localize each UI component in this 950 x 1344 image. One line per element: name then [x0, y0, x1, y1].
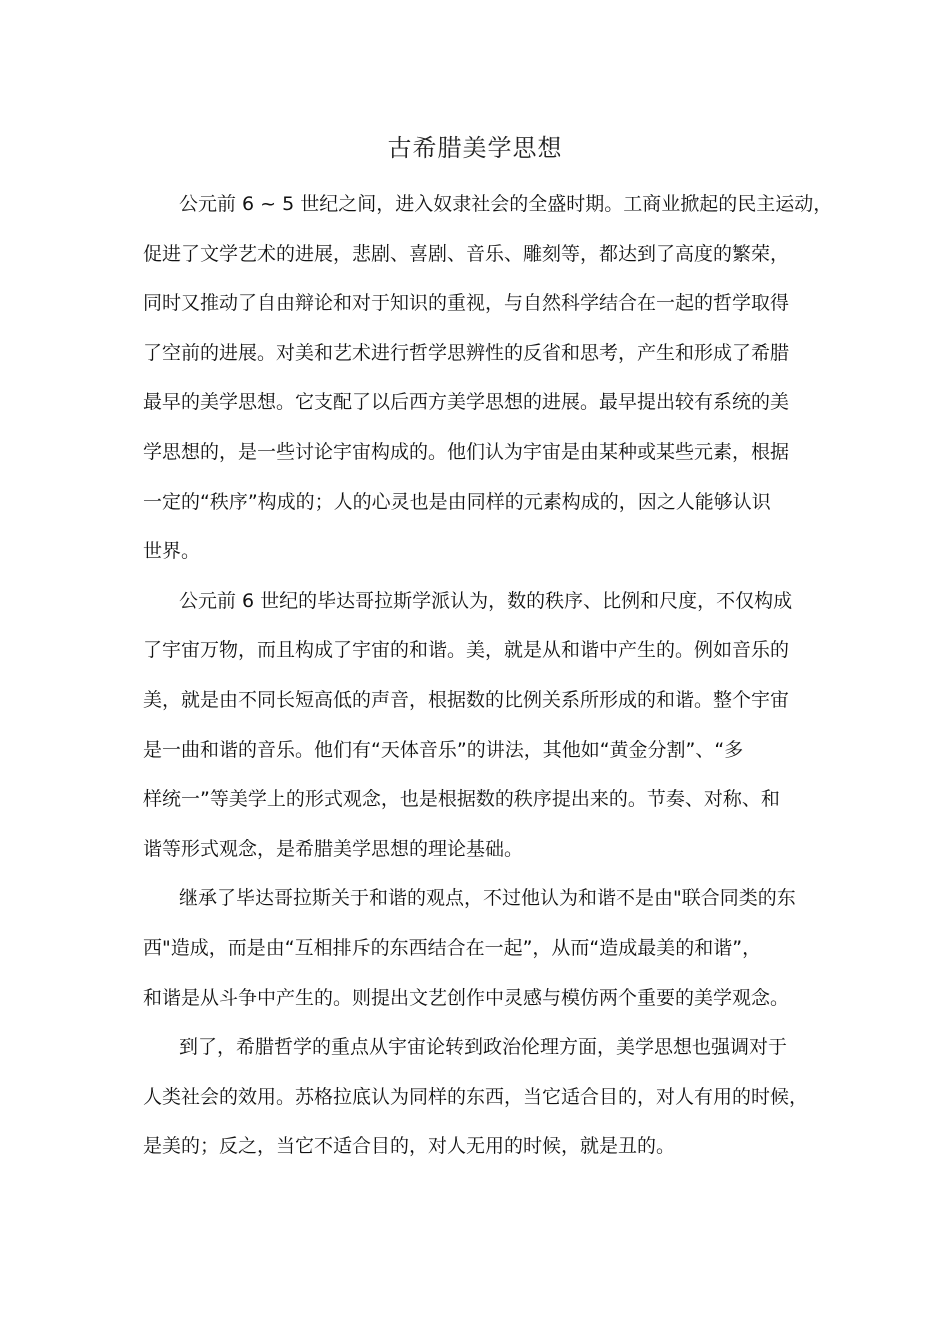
text-line: 是一曲和谐的音乐。他们有“天体音乐”的讲法，其他如“黄金分割”、“多: [143, 738, 744, 761]
text-line: 谐等形式观念，是希腊美学思想的理论基础。: [143, 837, 524, 860]
paragraph-2: [143, 577, 808, 875]
text-line: 人类社会的效用。苏格拉底认为同样的东西，当它适合目的，对人有用的时候，: [143, 1085, 809, 1108]
text-line: 继承了毕达哥拉斯关于和谐的观点，不过他认为和谐不是由"联合同类的东: [179, 887, 796, 910]
text-line: 同时又推动了自由辩论和对于知识的重视，与自然科学结合在一起的哲学取得: [143, 292, 790, 315]
text-line: 促进了文学艺术的进展，悲剧、喜剧、音乐、雕刻等，都达到了高度的繁荣，: [143, 242, 790, 265]
text-line: 了空前的进展。对美和艺术进行哲学思辨性的反省和思考，产生和形成了希腊: [143, 341, 790, 364]
text-line: 学思想的，是一些讨论宇宙构成的。他们认为宇宙是由某种或某些元素，根据: [143, 440, 790, 463]
text-line: 和谐是从斗争中产生的。则提出文艺创作中灵感与模仿两个重要的美学观念。: [143, 986, 790, 1009]
text-line: 公元前 6 世纪的毕达哥拉斯学派认为，数的秩序、比例和尺度，不仅构成: [179, 589, 793, 612]
document-body: [143, 180, 833, 1172]
text-line: 世界。: [143, 540, 201, 563]
text-line: 美，就是由不同长短高低的声音，根据数的比例关系所形成的和谐。整个宇宙: [143, 688, 790, 711]
text-line: 是美的；反之，当它不适合目的，对人无用的时候，就是丑的。: [143, 1135, 676, 1158]
paragraph-4: [143, 1023, 808, 1172]
text-line: 了宇宙万物，而且构成了宇宙的和谐。美，就是从和谐中产生的。例如音乐的: [143, 639, 790, 662]
paragraph-1: [143, 180, 833, 577]
paragraph-3: [143, 874, 808, 1023]
document-title: 古希腊美学思想: [387, 134, 563, 162]
text-line: 到了，希腊哲学的重点从宇宙论转到政治伦理方面，美学思想也强调对于: [179, 1036, 788, 1059]
text-line: 公元前 6 ~ 5 世纪之间，进入奴隶社会的全盛时期。工商业掀起的民主运动，: [179, 193, 833, 215]
text-line: 最早的美学思想。它支配了以后西方美学思想的进展。最早提出较有系统的美: [143, 391, 790, 414]
text-line: 样统一”等美学上的形式观念，也是根据数的秩序提出来的。节奏、对称、和: [143, 788, 780, 811]
text-line: 西"造成，而是由“互相排斥的东西结合在一起”，从而“造成最美的和谐”，: [143, 936, 762, 959]
text-line: 一定的“秩序”构成的；人的心灵也是由同样的元素构成的，因之人能够认识: [143, 490, 771, 513]
